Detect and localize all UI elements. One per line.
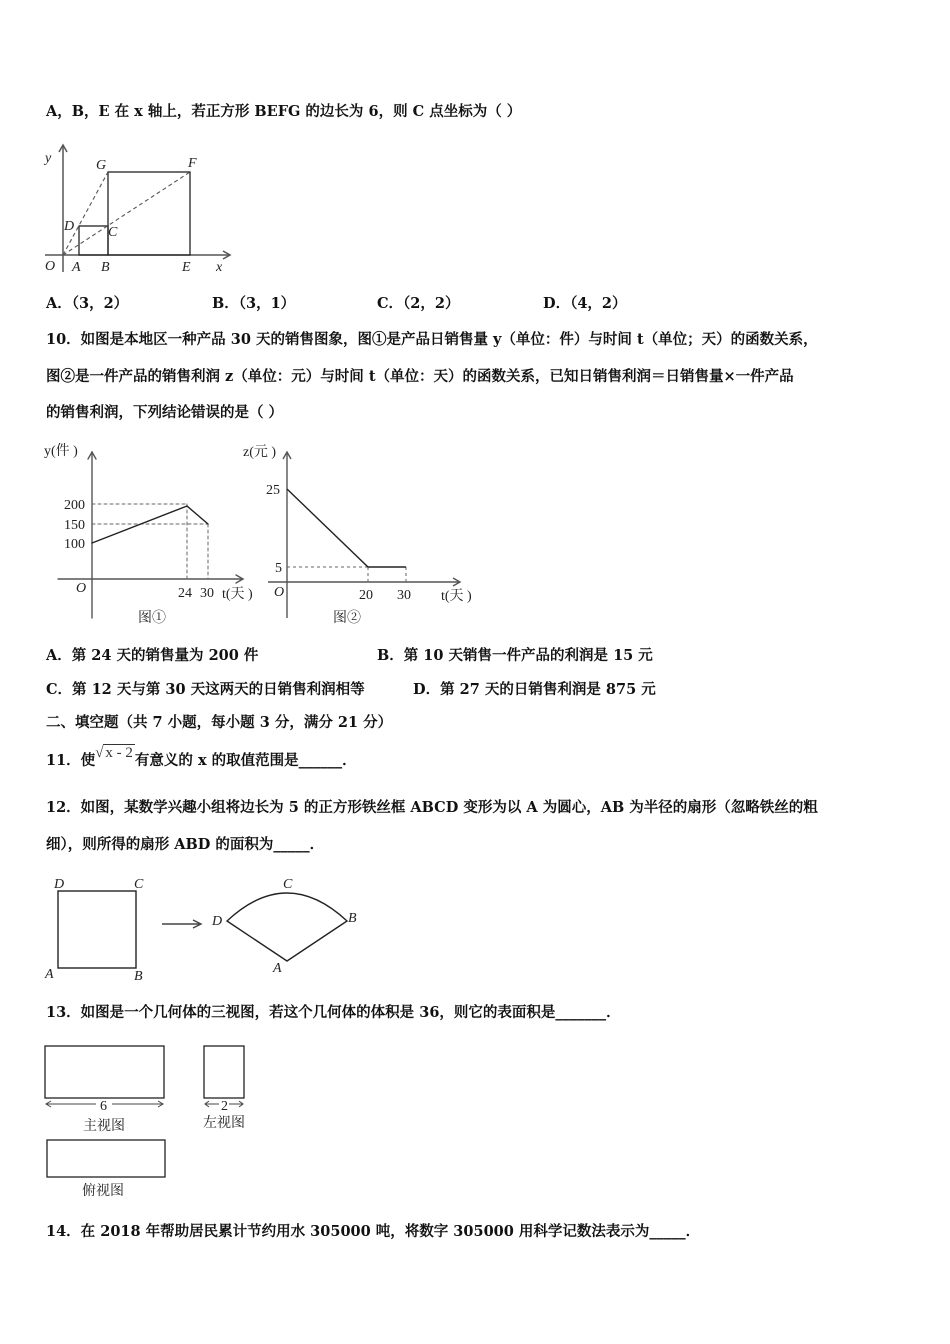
svg-text:O: O	[76, 581, 87, 596]
svg-text:俯视图: 俯视图	[82, 1184, 124, 1199]
svg-text:y(件 ): y(件 )	[44, 444, 78, 459]
svg-text:D: D	[64, 219, 75, 234]
svg-text:A: A	[45, 967, 54, 982]
q13-three-views	[40, 1040, 270, 1200]
svg-text:6: 6	[100, 1099, 107, 1114]
q10-line-2: 图②是一件产品的销售利润 z（单位：元）与时间 t（单位：天）的函数关系，已知日销售利润＝日销售量×一件产品	[46, 368, 794, 385]
q9-option-b: B．（3，1）	[212, 295, 296, 312]
chart-1	[44, 443, 253, 626]
svg-text:x: x	[216, 260, 223, 275]
svg-text:200: 200	[64, 498, 85, 513]
q10-option-d: D．第 27 天的日销售利润是 875 元	[413, 681, 656, 698]
svg-text:30: 30	[397, 588, 411, 603]
svg-text:t(天 ): t(天 )	[441, 589, 472, 604]
svg-text:O: O	[45, 259, 56, 274]
svg-text:D: D	[212, 914, 223, 929]
svg-text:B: B	[101, 260, 110, 275]
svg-text:24: 24	[178, 586, 192, 601]
svg-text:O: O	[274, 585, 285, 600]
svg-text:A: A	[273, 961, 282, 976]
svg-text:图②: 图②	[333, 611, 361, 626]
q9-option-d: D．（4，2）	[543, 295, 627, 312]
q10-line-1: 10．如图是本地区一种产品 30 天的销售图象，图①是产品日销售量 y（单位：件）与时间 t（单位；天）的函数关系，	[46, 331, 818, 348]
svg-text:图①: 图①	[138, 611, 166, 626]
svg-text:主视图: 主视图	[83, 1119, 125, 1134]
chart-2-series-line	[287, 489, 406, 567]
q14-stem: 14．在 2018 年帮助居民累计节约用水 305000 吨，将数字 305000 用科学记数法表示为_____．	[46, 1223, 701, 1240]
svg-text:D: D	[54, 877, 65, 892]
svg-text:100: 100	[64, 537, 85, 552]
svg-text:C: C	[108, 225, 118, 240]
svg-text:2: 2	[221, 1099, 228, 1114]
svg-text:y: y	[45, 151, 52, 166]
chart-2	[243, 444, 472, 626]
q12-line-1: 12．如图，某数学兴趣小组将边长为 5 的正方形铁丝框 ABCD 变形为以 A 为圆心，AB 为半径的扇形（忽略铁丝的粗	[46, 799, 818, 816]
section-heading: 二、填空题（共 7 小题，每小题 3 分，满分 21 分）	[46, 714, 393, 731]
svg-text:F: F	[188, 156, 197, 171]
svg-text:A: A	[72, 260, 81, 275]
svg-text:25: 25	[266, 483, 280, 498]
q9-option-c: C．（2，2）	[377, 295, 460, 312]
q11-suffix: 有意义的 x 的取值范围是______．	[134, 752, 357, 769]
svg-text:B: B	[134, 969, 143, 984]
q11-stem	[46, 745, 357, 771]
q9-option-a: A．（3，2）	[46, 295, 129, 312]
q12-line-2: 细），则所得的扇形 ABD 的面积为_____．	[46, 836, 325, 853]
svg-text:B: B	[348, 911, 357, 926]
svg-text:G: G	[96, 158, 107, 173]
sqrt-expression: √ x - 2	[95, 745, 133, 761]
radicand: x - 2	[105, 745, 133, 761]
q10-line-3: 的销售利润，下列结论错误的是（ ）	[46, 404, 284, 421]
svg-text:z(元 ): z(元 )	[243, 445, 277, 460]
svg-text:C: C	[283, 877, 293, 892]
svg-text:30: 30	[200, 586, 214, 601]
svg-text:150: 150	[64, 518, 85, 533]
svg-text:E: E	[182, 260, 191, 275]
q10-option-c: C．第 12 天与第 30 天这两天的日销售利润相等	[46, 681, 365, 698]
q12-figure	[40, 860, 370, 984]
svg-text:左视图: 左视图	[203, 1116, 245, 1131]
svg-text:t(天 ): t(天 )	[222, 587, 253, 602]
q13-stem: 13．如图是一个几何体的三视图，若这个几何体的体积是 36，则它的表面积是_______．	[46, 1004, 621, 1021]
q10-option-a: A．第 24 天的销售量为 200 件	[46, 647, 259, 664]
svg-text:5: 5	[275, 561, 282, 576]
q10-charts	[40, 430, 490, 630]
q9-figure	[40, 130, 240, 280]
svg-text:C: C	[134, 877, 144, 892]
q10-option-b: B．第 10 天销售一件产品的利润是 15 元	[377, 647, 653, 664]
q11-prefix: 11．使	[46, 752, 96, 769]
svg-text:20: 20	[359, 588, 373, 603]
q9-stem: A，B，E 在 x 轴上，若正方形 BEFG 的边长为 6，则 C 点坐标为（ ）	[46, 103, 522, 120]
